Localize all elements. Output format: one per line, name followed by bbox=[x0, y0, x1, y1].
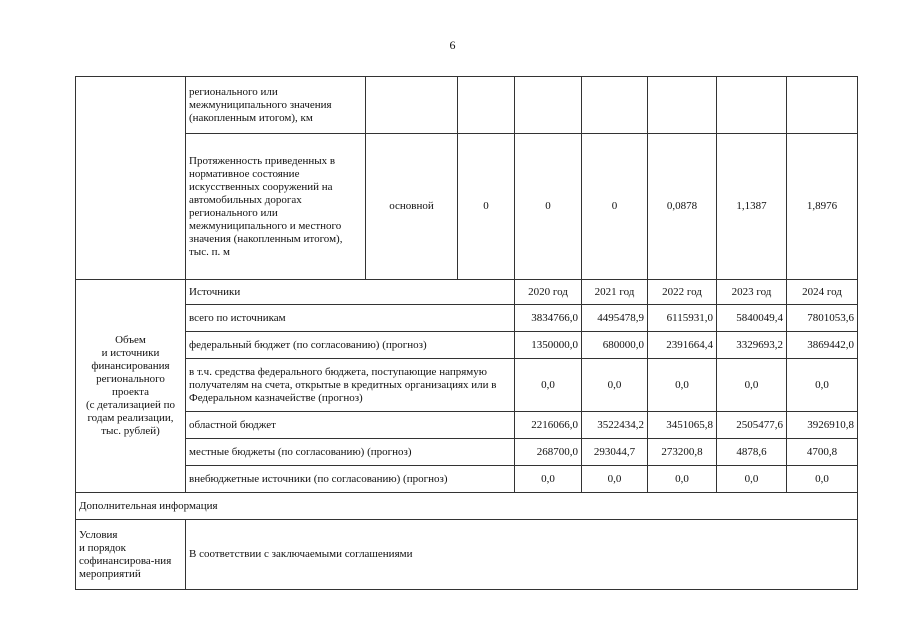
indicator-name: регионального или межмуниципального значения (накопленным итогом), км bbox=[186, 77, 366, 134]
empty-cell bbox=[76, 77, 186, 280]
finance-value: 2391664,4 bbox=[648, 332, 717, 359]
indicator-type: основной bbox=[366, 134, 458, 280]
financing-row bbox=[76, 359, 858, 412]
source-name: в т.ч. средства федерального бюджета, поступающие напрямую получателям на счета, открытые в кредитных организациях или в Федеральном казначействе (прогноз) bbox=[186, 359, 515, 412]
indicator-value bbox=[648, 77, 717, 134]
finance-value: 0,0 bbox=[648, 466, 717, 493]
finance-value: 2216066,0 bbox=[515, 412, 582, 439]
year-header: 2024 год bbox=[787, 280, 858, 305]
financing-row bbox=[76, 412, 858, 439]
finance-value: 1350000,0 bbox=[515, 332, 582, 359]
indicator-value bbox=[582, 77, 648, 134]
year-header: 2020 год bbox=[515, 280, 582, 305]
finance-value: 5840049,4 bbox=[717, 305, 787, 332]
finance-value: 268700,0 bbox=[515, 439, 582, 466]
source-name: всего по источникам bbox=[186, 305, 515, 332]
finance-value: 2505477,6 bbox=[717, 412, 787, 439]
finance-value: 0,0 bbox=[515, 359, 582, 412]
cofinancing-label: Условия и порядок софинансирова-ния мероприятий bbox=[76, 520, 186, 590]
indicator-value bbox=[515, 77, 582, 134]
indicator-value bbox=[717, 77, 787, 134]
indicator-value: 0 bbox=[582, 134, 648, 280]
cofinancing-text: В соответствии с заключаемыми соглашениями bbox=[186, 520, 858, 590]
indicator-value: 1,1387 bbox=[717, 134, 787, 280]
financing-header-row bbox=[76, 280, 858, 305]
year-header: 2023 год bbox=[717, 280, 787, 305]
finance-value: 3522434,2 bbox=[582, 412, 648, 439]
finance-value: 3834766,0 bbox=[515, 305, 582, 332]
finance-value: 0,0 bbox=[648, 359, 717, 412]
indicator-value bbox=[458, 77, 515, 134]
finance-value: 4495478,9 bbox=[582, 305, 648, 332]
finance-value: 0,0 bbox=[717, 466, 787, 493]
finance-value: 3926910,8 bbox=[787, 412, 858, 439]
financing-row bbox=[76, 466, 858, 493]
finance-value: 3451065,8 bbox=[648, 412, 717, 439]
financing-row bbox=[76, 305, 858, 332]
source-name: областной бюджет bbox=[186, 412, 515, 439]
source-name: федеральный бюджет (по согласованию) (прогноз) bbox=[186, 332, 515, 359]
indicator-value: 0,0878 bbox=[648, 134, 717, 280]
financing-label: Объем и источники финансирования регионального проекта (с детализацией по годам реализации, тыс. рублей) bbox=[76, 280, 186, 493]
indicator-value: 0 bbox=[458, 134, 515, 280]
page-number: 6 bbox=[449, 38, 456, 52]
source-name: местные бюджеты (по согласованию) (прогноз) bbox=[186, 439, 515, 466]
cofinancing-row bbox=[76, 520, 858, 590]
indicator-row bbox=[76, 134, 858, 280]
finance-value: 0,0 bbox=[787, 359, 858, 412]
year-header: 2022 год bbox=[648, 280, 717, 305]
indicator-row bbox=[76, 77, 858, 134]
indicator-type bbox=[366, 77, 458, 134]
financing-row bbox=[76, 332, 858, 359]
finance-value: 4878,6 bbox=[717, 439, 787, 466]
finance-value: 3869442,0 bbox=[787, 332, 858, 359]
finance-value: 0,0 bbox=[717, 359, 787, 412]
finance-value: 7801053,6 bbox=[787, 305, 858, 332]
year-header: 2021 год bbox=[582, 280, 648, 305]
finance-value: 4700,8 bbox=[787, 439, 858, 466]
sources-header: Источники bbox=[186, 280, 515, 305]
indicator-name: Протяженность приведенных в нормативное состояние искусственных сооружений на автомобильных дорогах регионального или межмуниципального и местного значения (накопленным итогом), тыс. п. м bbox=[186, 134, 366, 280]
additional-info-row bbox=[76, 493, 858, 520]
finance-value: 293044,7 bbox=[582, 439, 648, 466]
finance-value: 3329693,2 bbox=[717, 332, 787, 359]
indicator-value bbox=[787, 77, 858, 134]
financing-row bbox=[76, 439, 858, 466]
finance-value: 680000,0 bbox=[582, 332, 648, 359]
finance-value: 0,0 bbox=[515, 466, 582, 493]
finance-value: 6115931,0 bbox=[648, 305, 717, 332]
finance-value: 0,0 bbox=[582, 359, 648, 412]
additional-info: Дополнительная информация bbox=[76, 493, 858, 520]
source-name: внебюджетные источники (по согласованию) (прогноз) bbox=[186, 466, 515, 493]
passport-table bbox=[75, 76, 858, 590]
indicator-value: 0 bbox=[515, 134, 582, 280]
finance-value: 0,0 bbox=[787, 466, 858, 493]
finance-value: 273200,8 bbox=[648, 439, 717, 466]
indicator-value: 1,8976 bbox=[787, 134, 858, 280]
finance-value: 0,0 bbox=[582, 466, 648, 493]
